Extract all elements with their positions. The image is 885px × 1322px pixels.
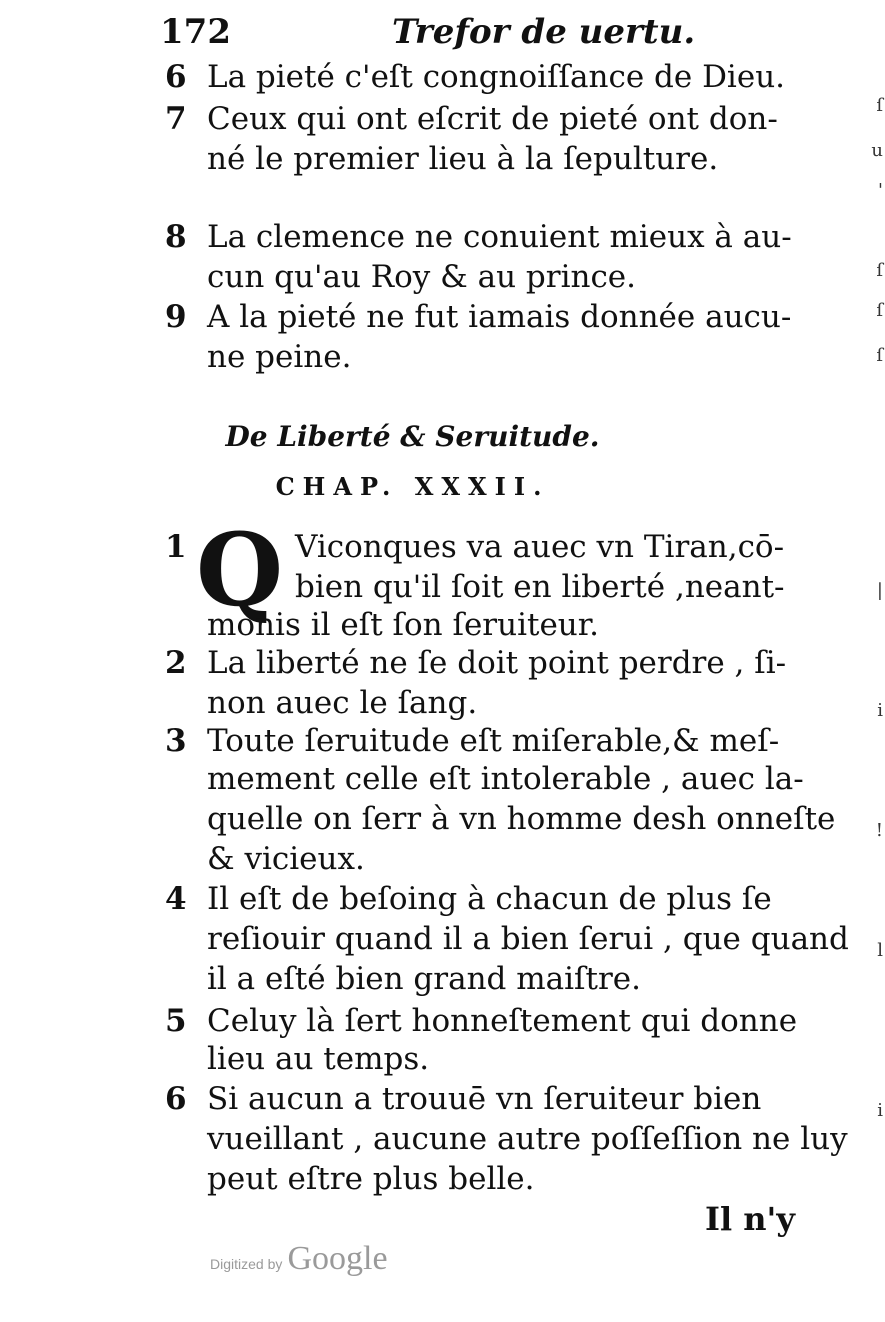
text-line — [165, 218, 792, 256]
text-line — [165, 1120, 848, 1158]
text-line — [165, 684, 477, 722]
page-number: 172 — [160, 12, 231, 52]
line-text: non auec le ſang. — [207, 685, 478, 721]
catchword: Il n'y — [705, 1200, 795, 1238]
line-number: 6 — [165, 59, 187, 95]
text-line — [165, 568, 785, 606]
line-number: 8 — [165, 219, 187, 255]
line-text: vueillant , aucune autre poſſeſſion ne luy — [207, 1121, 848, 1157]
text-line — [165, 298, 791, 336]
line-text: monis il eſt ſon ſeruiteur. — [207, 607, 600, 643]
line-text: bien qu'il ſoit en liberté ,neant- — [295, 569, 785, 605]
watermark-prefix: Digitized by — [210, 1256, 283, 1272]
text-line — [165, 528, 784, 566]
line-text: La pieté c'eſt congnoiſſance de Dieu. — [207, 59, 786, 95]
text-line — [165, 722, 779, 760]
text-line — [165, 800, 835, 838]
text-line — [165, 1040, 429, 1078]
line-text: peut eſtre plus belle. — [207, 1161, 535, 1197]
text-line — [165, 58, 785, 96]
text-line — [165, 1002, 797, 1040]
line-text: reſiouir quand il a bien ſerui , que quand — [207, 921, 849, 957]
google-logo: Google — [287, 1240, 388, 1277]
line-text: Viconques va auec vn Tiran,cō- — [295, 529, 785, 565]
text-line — [165, 1160, 534, 1198]
line-text: ne peine. — [207, 339, 352, 375]
line-text: il a eſté bien grand maiſtre. — [207, 961, 641, 997]
line-number: 9 — [165, 299, 187, 335]
drop-cap: Q — [196, 511, 284, 629]
chapter-title: De Liberté & Seruitude. — [225, 420, 600, 453]
line-text: & vicieux. — [207, 841, 365, 877]
text-line — [165, 606, 599, 644]
line-text: La liberté ne ſe doit point perdre , ſi- — [207, 645, 787, 681]
text-line — [165, 100, 778, 138]
text-line — [165, 880, 772, 918]
text-line — [165, 920, 849, 958]
line-text: lieu au temps. — [207, 1041, 430, 1077]
line-text: La clemence ne conuient mieux à au- — [207, 219, 792, 255]
text-line — [165, 338, 351, 376]
line-text: né le premier lieu à la ſepulture. — [207, 141, 719, 177]
facing-page-edge: ſ u ' ſ ſ ſ | i ! l i — [871, 95, 883, 1121]
line-number: 5 — [165, 1003, 187, 1039]
line-text: quelle on ſerr à vn homme desh onneſte — [207, 801, 836, 837]
line-text: mement celle eſt intolerable , auec la- — [207, 761, 804, 797]
text-line — [165, 840, 365, 878]
text-line — [165, 258, 636, 296]
line-text: A la pieté ne fut iamais donnée aucu- — [207, 299, 792, 335]
line-number: 2 — [165, 645, 187, 681]
line-text: cun qu'au Roy & au prince. — [207, 259, 637, 295]
line-number: 6 — [165, 1081, 187, 1117]
line-text: Si aucun a trouuē vn ſeruiteur bien — [207, 1081, 762, 1117]
line-number: 7 — [165, 101, 187, 137]
line-text: Il eſt de beſoing à chacun de plus ſe — [207, 881, 772, 917]
text-line — [165, 644, 786, 682]
line-number: 1 — [165, 529, 187, 565]
text-line — [165, 960, 641, 998]
line-text: Celuy là ſert honneſtement qui donne — [207, 1003, 798, 1039]
text-line — [165, 760, 804, 798]
line-number: 4 — [165, 881, 187, 917]
text-line — [165, 1080, 761, 1118]
running-title: Trefor de uertu. — [392, 12, 696, 52]
line-text: Toute ſeruitude eſt miſerable,& meſ- — [207, 723, 780, 759]
google-watermark — [210, 1240, 388, 1278]
text-line — [165, 140, 718, 178]
line-number: 3 — [165, 723, 187, 759]
chapter-number: CHAP. XXXII. — [275, 472, 550, 501]
line-text: Ceux qui ont eſcrit de pieté ont don- — [207, 101, 778, 137]
page-header — [160, 12, 840, 62]
